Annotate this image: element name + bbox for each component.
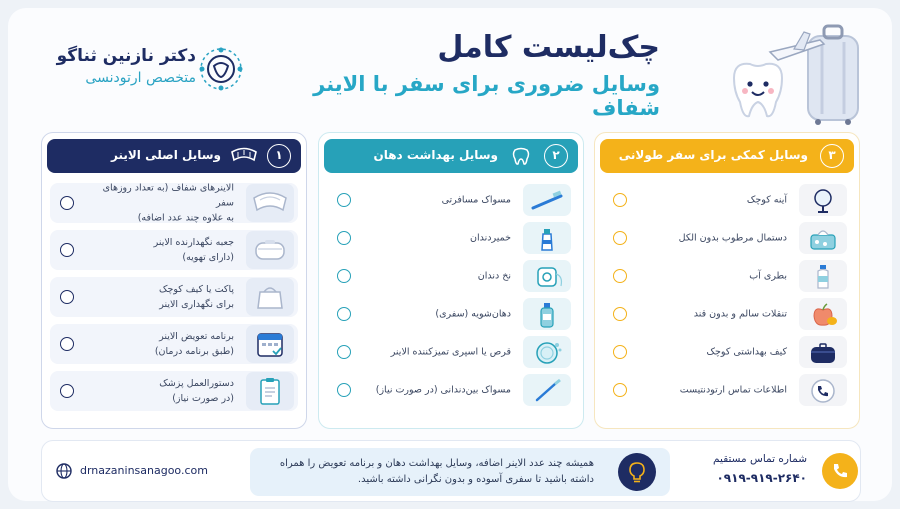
checkbox[interactable] [60, 290, 74, 304]
checkbox[interactable] [613, 383, 627, 397]
item-label: الاینرهای شفاف (به تعداد روزهای سفر به علاوه چند عدد اضافه) [102, 182, 234, 224]
item-label: دستورالعمل پزشک (در صورت نیاز) [159, 378, 234, 404]
item-label: آینه کوچک [746, 194, 787, 206]
column-header [324, 139, 578, 173]
item-label: مسواک مسافرتی [441, 194, 511, 206]
column-title: وسایل کمکی برای سفر طولانی [618, 148, 808, 162]
item-label: مسواک بین‌دندانی (در صورت نیاز) [375, 384, 511, 396]
column-header [47, 139, 301, 173]
column-header [600, 139, 854, 173]
checkbox[interactable] [60, 196, 74, 210]
checklist-page [8, 8, 892, 501]
column-number: ۱ [267, 144, 291, 168]
item-label: اطلاعات تماس ارتودنتیست [679, 384, 787, 396]
checklist-item[interactable] [327, 297, 575, 331]
checklist-item[interactable] [603, 221, 851, 255]
lightbulb-icon [618, 453, 656, 491]
column-oral-hygiene [318, 132, 584, 429]
checkbox[interactable] [337, 231, 351, 245]
column-number: ۲ [544, 144, 568, 168]
pouch-icon [246, 278, 294, 316]
checkbox[interactable] [613, 231, 627, 245]
column-title: وسایل اصلی الاینر [110, 148, 221, 162]
checkbox[interactable] [60, 384, 74, 398]
column-number: ۳ [820, 144, 844, 168]
checklist-item[interactable] [327, 259, 575, 293]
checklist-item[interactable] [327, 183, 575, 217]
item-label: خمیردندان [470, 232, 511, 244]
checkbox[interactable] [337, 383, 351, 397]
item-label: دستمال مرطوب بدون الکل [678, 232, 787, 244]
checklist-item[interactable] [603, 183, 851, 217]
checkbox[interactable] [60, 337, 74, 351]
checklist-item[interactable] [50, 183, 298, 223]
clinic-logo-icon [198, 46, 244, 92]
calendar-icon [246, 325, 294, 363]
water-bottle-icon [799, 260, 847, 292]
aligner-icon [229, 146, 259, 166]
doctor-name: دکتر نازنین ثناگو [56, 46, 196, 66]
tip-box [250, 448, 670, 496]
toothbrush-icon [523, 184, 571, 216]
checkbox[interactable] [613, 345, 627, 359]
aligner-tray-icon [246, 184, 294, 222]
item-label: بطری آب [749, 270, 787, 282]
tooth-icon [506, 146, 536, 166]
item-label: کیف بهداشتی کوچک [706, 346, 787, 358]
item-label: تنقلات سالم و بدون قند [693, 308, 787, 320]
item-label: نخ دندان [477, 270, 511, 282]
mirror-icon [799, 184, 847, 216]
checklist-item[interactable] [327, 221, 575, 255]
checkbox[interactable] [613, 269, 627, 283]
checklist-item[interactable] [603, 297, 851, 331]
checkbox[interactable] [337, 269, 351, 283]
page-subtitle: وسایل ضروری برای سفر با الاینر شفاف [313, 72, 660, 120]
checkbox[interactable] [613, 193, 627, 207]
checklist-item[interactable] [50, 371, 298, 411]
footer-bar [41, 440, 861, 502]
checklist-item[interactable] [603, 335, 851, 369]
toiletry-bag-icon [799, 336, 847, 368]
item-label: قرص یا اسپری تمیزکننده الاینر [390, 346, 511, 358]
tooth-suitcase-airplane-illustration [720, 22, 870, 126]
phone-contact-icon [799, 374, 847, 406]
wet-wipes-icon [799, 222, 847, 254]
doctor-title: متخصص ارتودنسی [85, 70, 196, 86]
checklist-item[interactable] [50, 230, 298, 270]
checkbox[interactable] [337, 307, 351, 321]
item-label: برنامه تعویض الاینر (طبق برنامه درمان) [154, 331, 234, 357]
contact-label: شماره تماس مستقیم [713, 453, 807, 465]
tip-text: همیشه چند عدد الاینر اضافه، وسایل بهداشت دهان و برنامه تعویض را همراه داشته باشید تا سفری آسوده و بدون نگرانی داشته باشید. [279, 458, 594, 485]
checklist-item[interactable] [603, 373, 851, 407]
page-title: چک‌لیست کامل [437, 30, 660, 65]
website-link[interactable]: drnazaninsanagoo.com [80, 464, 208, 477]
checkbox[interactable] [60, 243, 74, 257]
phone-icon[interactable] [822, 453, 858, 489]
interdental-brush-icon [523, 374, 571, 406]
item-label: دهان‌شویه (سفری) [435, 308, 511, 320]
aligner-case-icon [246, 231, 294, 269]
globe-icon [56, 463, 72, 479]
checklist-item[interactable] [327, 335, 575, 369]
item-label: جعبه نگهدارنده الاینر (دارای تهویه) [153, 237, 234, 263]
checkbox[interactable] [337, 193, 351, 207]
checklist-item[interactable] [50, 277, 298, 317]
apple-icon [799, 298, 847, 330]
checklist-item[interactable] [327, 373, 575, 407]
item-label: پاکت یا کیف کوچک برای نگهداری الاینر [158, 284, 234, 310]
column-title: وسایل بهداشت دهان [373, 148, 498, 162]
floss-icon [523, 260, 571, 292]
checkbox[interactable] [613, 307, 627, 321]
checkbox[interactable] [337, 345, 351, 359]
cleaning-tablet-icon [523, 336, 571, 368]
column-aligner-essentials [41, 132, 307, 429]
column-long-trip-extras [594, 132, 860, 429]
contact-phone[interactable]: ۰۹۱۹-۹۱۹-۲۶۴۰ [716, 471, 807, 485]
clipboard-icon [246, 372, 294, 410]
toothpaste-icon [523, 222, 571, 254]
checklist-item[interactable] [50, 324, 298, 364]
mouthwash-icon [523, 298, 571, 330]
checklist-item[interactable] [603, 259, 851, 293]
